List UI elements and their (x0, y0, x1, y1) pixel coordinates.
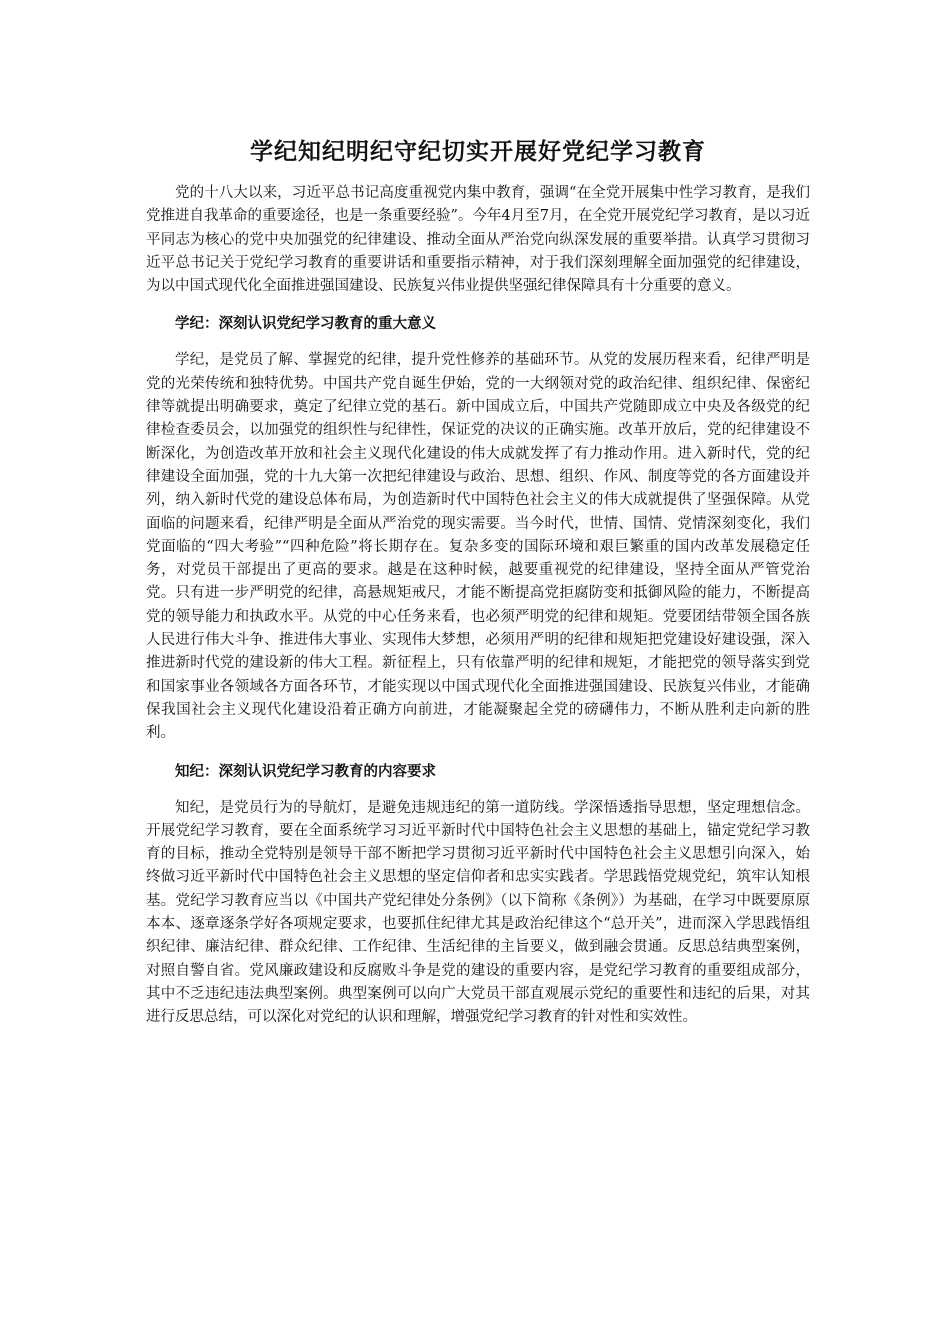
intro-paragraph: 党的十八大以来，习近平总书记高度重视党内集中教育，强调“在全党开展集中性学习教育，是我们党推进自我革命的重要途径，也是一条重要经验”。今年4月至7月，在全党开展党纪学习教育，是以习近平同志为核心的党中央加强党的纪律建设、推动全面从严治党向纵深发展的重要举措。认真学习贯彻习近平总书记关于党纪学习教育的重要讲话和重要指示精神，对于我们深刻理解全面加强党的纪律建设，为以中国式现代化全面推进强国建设、民族复兴伟业提供坚强纪律保障具有十分重要的意义。 (146, 185, 810, 295)
section-heading-xueji: 学纪：深刻认识党纪学习教育的重大意义 (175, 315, 436, 333)
section-body-zhiji: 知纪，是党员行为的导航灯，是避免违规违纪的第一道防线。学深悟透指导思想，坚定理想信念。开展党纪学习教育，要在全面系统学习习近平新时代中国特色社会主义思想的基础上，锚定党纪学习教育的目标，推动全党特别是领导干部不断把学习贯彻习近平新时代中国特色社会主义思想引向深入，始终做习近平新时代中国特色社会主义思想的坚定信仰者和忠实实践者。学思践悟党规党纪，筑牢认知根基。党纪学习教育应当以《中国共产党纪律处分条例》（以下简称《条例》）为基础，在学习中既要原原本本、逐章逐条学好各项规定要求，也要抓住纪律尤其是政治纪律这个“总开关”，进而深入学思践悟组织纪律、廉洁纪律、群众纪律、工作纪律、生活纪律的主旨要义，做到融会贯通。反思总结典型案例，对照自警自省。党风廉政建设和反腐败斗争是党的建设的重要内容，是党纪学习教育的重要组成部分，其中不乏违纪违法典型案例。典型案例可以向广大党员干部直观展示党纪的重要性和违纪的后果，对其进行反思总结，可以深化对党纪的认识和理解，增强党纪学习教育的针对性和实效性。 (146, 799, 810, 1026)
document-title: 学纪知纪明纪守纪切实开展好党纪学习教育 (250, 138, 706, 165)
section-body-xueji: 学纪，是党员了解、掌握党的纪律，提升党性修养的基础环节。从党的发展历程来看，纪律严明是党的光荣传统和独特优势。中国共产党自诞生伊始，党的一大纲领对党的政治纪律、组织纪律、保密纪律等就提出明确要求，奠定了纪律立党的基石。新中国成立后，中国共产党随即成立中央及各级党的纪律检查委员会，以加强党的组织性与纪律性，保证党的决议的正确实施。改革开放后，党的纪律建设不断深化，为创造改革开放和社会主义现代化建设的伟大成就发挥了有力推动作用。进入新时代，党的纪律建设全面加强，党的十九大第一次把纪律建设与政治、思想、组织、作风、制度等党的各方面建设并列，纳入新时代党的建设总体布局，为创造新时代中国特色社会主义的伟大成就提供了坚强保障。从党面临的问题来看，纪律严明是全面从严治党的现实需要。当今时代，世情、国情、党情深刻变化，我们党面临的“四大考验”“四种危险”将长期存在。复杂多变的国际环境和艰巨繁重的国内改革发展稳定任务，对党员干部提出了更高的要求。越是在这种时候，越要重视党的纪律建设，坚持全面从严管党治党。只有进一步严明党的纪律，高悬规矩戒尺，才能不断提高党拒腐防变和抵御风险的能力，不断提高党的领导能力和执政水平。从党的中心任务来看，也必须严明党的纪律和规矩。党要团结带领全国各族人民进行伟大斗争、推进伟大事业、实现伟大梦想，必须用严明的纪律和规矩把党建设好建设强，深入推进新时代党的建设新的伟大工程。新征程上，只有依靠严明的纪律和规矩，才能把党的领导落实到党和国家事业各领域各方面各环节，才能实现以中国式现代化全面推进强国建设、民族复兴伟业，才能确保我国社会主义现代化建设沿着正确方向前进，才能凝聚起全党的磅礴伟力，不断从胜利走向新的胜利。 (146, 352, 810, 742)
section-heading-zhiji: 知纪：深刻认识党纪学习教育的内容要求 (175, 762, 436, 780)
document-page (146, 132, 810, 1030)
